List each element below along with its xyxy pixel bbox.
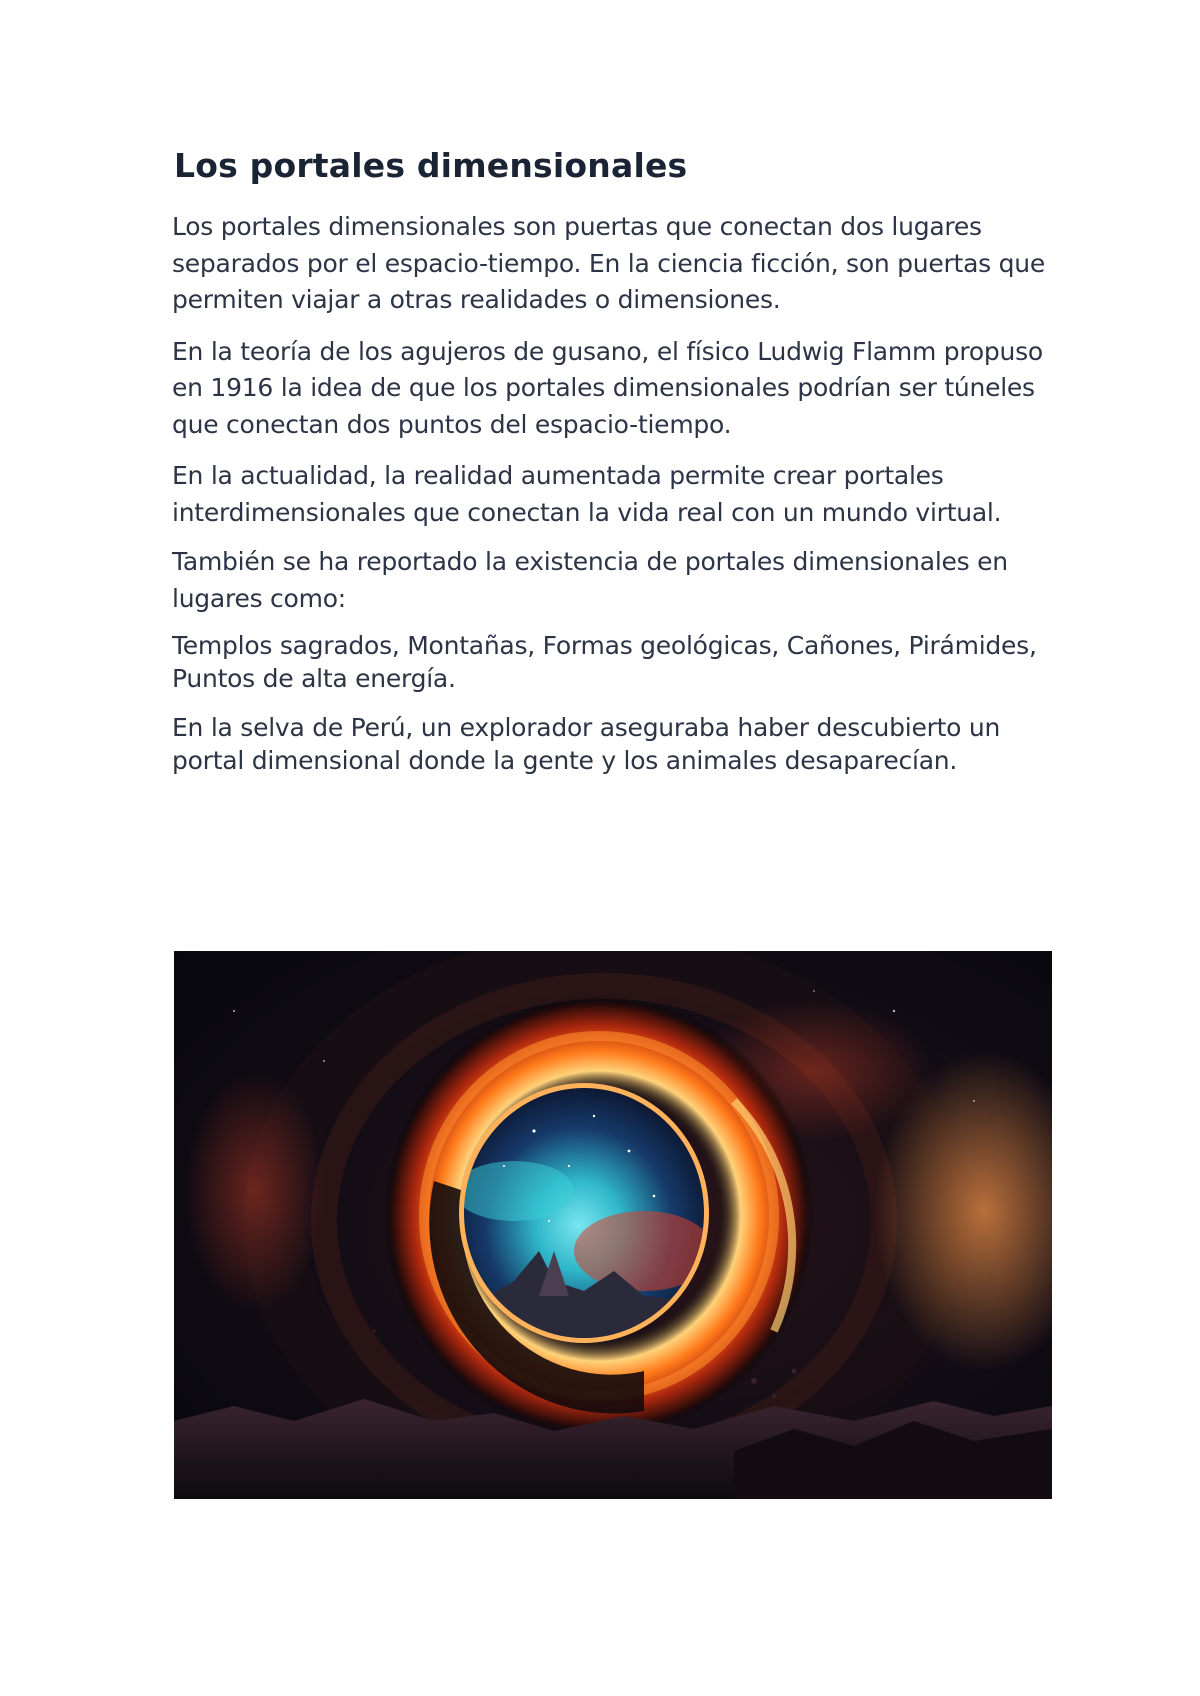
paragraph-places-list: Templos sagrados, Montañas, Formas geológicas, Cañones, Pirámides, Puntos de alta energía. bbox=[172, 631, 1037, 693]
portal-illustration-art bbox=[174, 951, 1052, 1499]
paragraph-augmented-reality: En la actualidad, la realidad aumentada permite crear portales interdimensionales que conectan la vida real con un mundo virtual. bbox=[172, 461, 1002, 527]
portal-illustration bbox=[174, 951, 1052, 1499]
paragraph-reported-places: También se ha reportado la existencia de portales dimensionales en lugares como: bbox=[172, 547, 1008, 613]
paragraph-peru-jungle: En la selva de Perú, un explorador aseguraba haber descubierto un portal dimensional donde la gente y los animales desaparecían. bbox=[172, 713, 1001, 775]
paragraph-wormholes: En la teoría de los agujeros de gusano, el físico Ludwig Flamm propuso en 1916 la idea de que los portales dimensionales podrían ser túneles que conectan dos puntos del espacio-tiempo. bbox=[172, 336, 1043, 439]
paragraph-intro: Los portales dimensionales son puertas que conectan dos lugares separados por el espacio-tiempo. En la ciencia ficción, son puertas que permiten viajar a otras realidades o dimensiones. bbox=[172, 212, 1045, 314]
page-title: Los portales dimensionales bbox=[174, 146, 688, 185]
body-text bbox=[172, 209, 1052, 777]
